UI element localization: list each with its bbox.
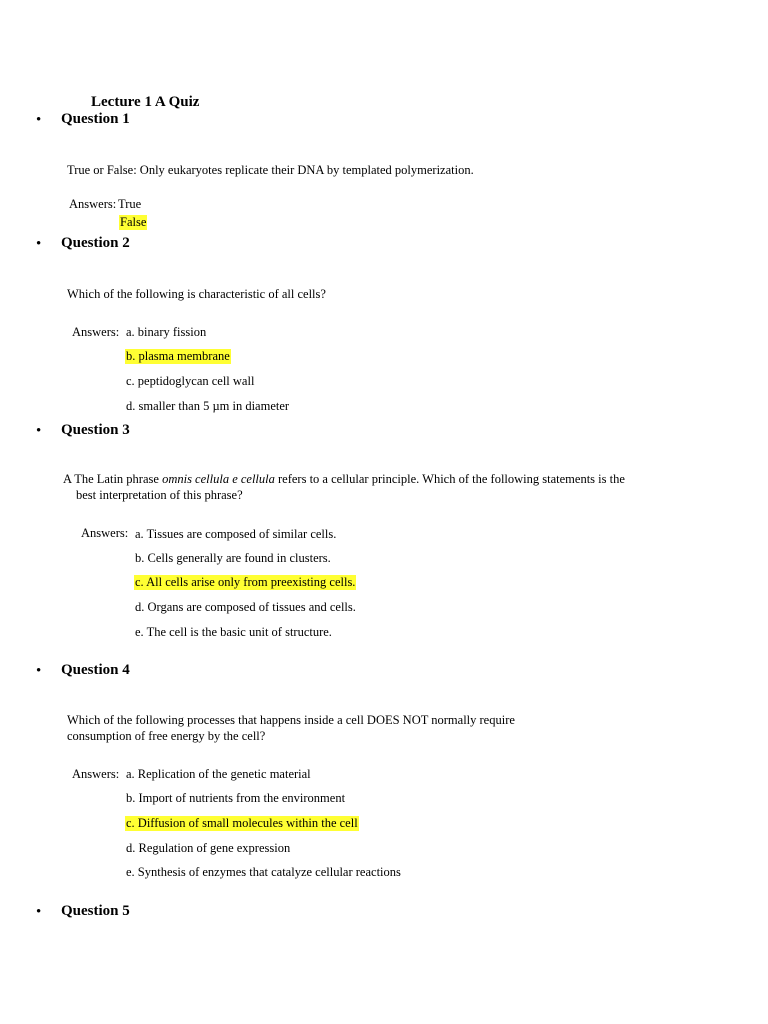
answers-label: Answers: <box>81 526 129 540</box>
question-4-heading: Question 4 <box>61 662 130 678</box>
bullet-icon: • <box>36 423 42 439</box>
question-2-text: Which of the following is characteristic of all cells? <box>67 287 326 301</box>
answer-option: c. peptidoglycan cell wall <box>126 374 255 388</box>
answer-option: a. Replication of the genetic material <box>126 767 311 781</box>
bullet-icon: • <box>36 904 42 920</box>
answer-option: True <box>118 197 142 211</box>
answer-option: d. smaller than 5 µm in diameter <box>126 399 290 413</box>
page-title: Lecture 1 A Quiz <box>91 94 200 110</box>
answer-option: a. binary fission <box>126 325 207 339</box>
question-3-text <box>63 472 625 487</box>
bullet-icon: • <box>36 663 42 679</box>
answer-option: d. Regulation of gene expression <box>126 841 291 855</box>
question-3-text-end: refers to a cellular principle. Which of the following statements is the <box>278 472 625 486</box>
question-3-text-start: A The Latin phrase <box>63 472 159 486</box>
question-1-heading: Question 1 <box>61 111 130 127</box>
question-4-text-line2: consumption of free energy by the cell? <box>67 729 266 743</box>
bullet-icon: • <box>36 112 42 128</box>
answer-option: e. The cell is the basic unit of structure. <box>135 625 332 639</box>
bullet-icon: • <box>36 236 42 252</box>
answers-label: Answers: <box>72 325 120 339</box>
question-3-text-line2: best interpretation of this phrase? <box>76 488 243 502</box>
answer-option: b. Import of nutrients from the environment <box>126 791 346 805</box>
answer-option-correct: False <box>120 215 147 229</box>
question-5-heading: Question 5 <box>61 903 130 919</box>
answer-option: a. Tissues are composed of similar cells. <box>135 527 337 541</box>
answer-option-correct: c. All cells arise only from preexisting cells. <box>135 575 356 589</box>
question-1-text: True or False: Only eukaryotes replicate their DNA by templated polymerization. <box>67 163 474 177</box>
question-4-text-line1: Which of the following processes that happens inside a cell DOES NOT normally require <box>67 713 515 727</box>
question-3-heading: Question 3 <box>61 422 130 438</box>
question-2-heading: Question 2 <box>61 235 130 251</box>
answer-option-correct: c. Diffusion of small molecules within the cell <box>126 816 358 830</box>
answer-option-correct: b. plasma membrane <box>126 349 230 363</box>
answers-label: Answers: <box>69 197 117 211</box>
answer-option: b. Cells generally are found in clusters. <box>135 551 331 565</box>
answers-label: Answers: <box>72 767 120 781</box>
answer-option: d. Organs are composed of tissues and cells. <box>135 600 356 614</box>
answer-option: e. Synthesis of enzymes that catalyze cellular reactions <box>126 865 401 879</box>
latin-phrase: omnis cellula e cellula <box>162 472 275 486</box>
